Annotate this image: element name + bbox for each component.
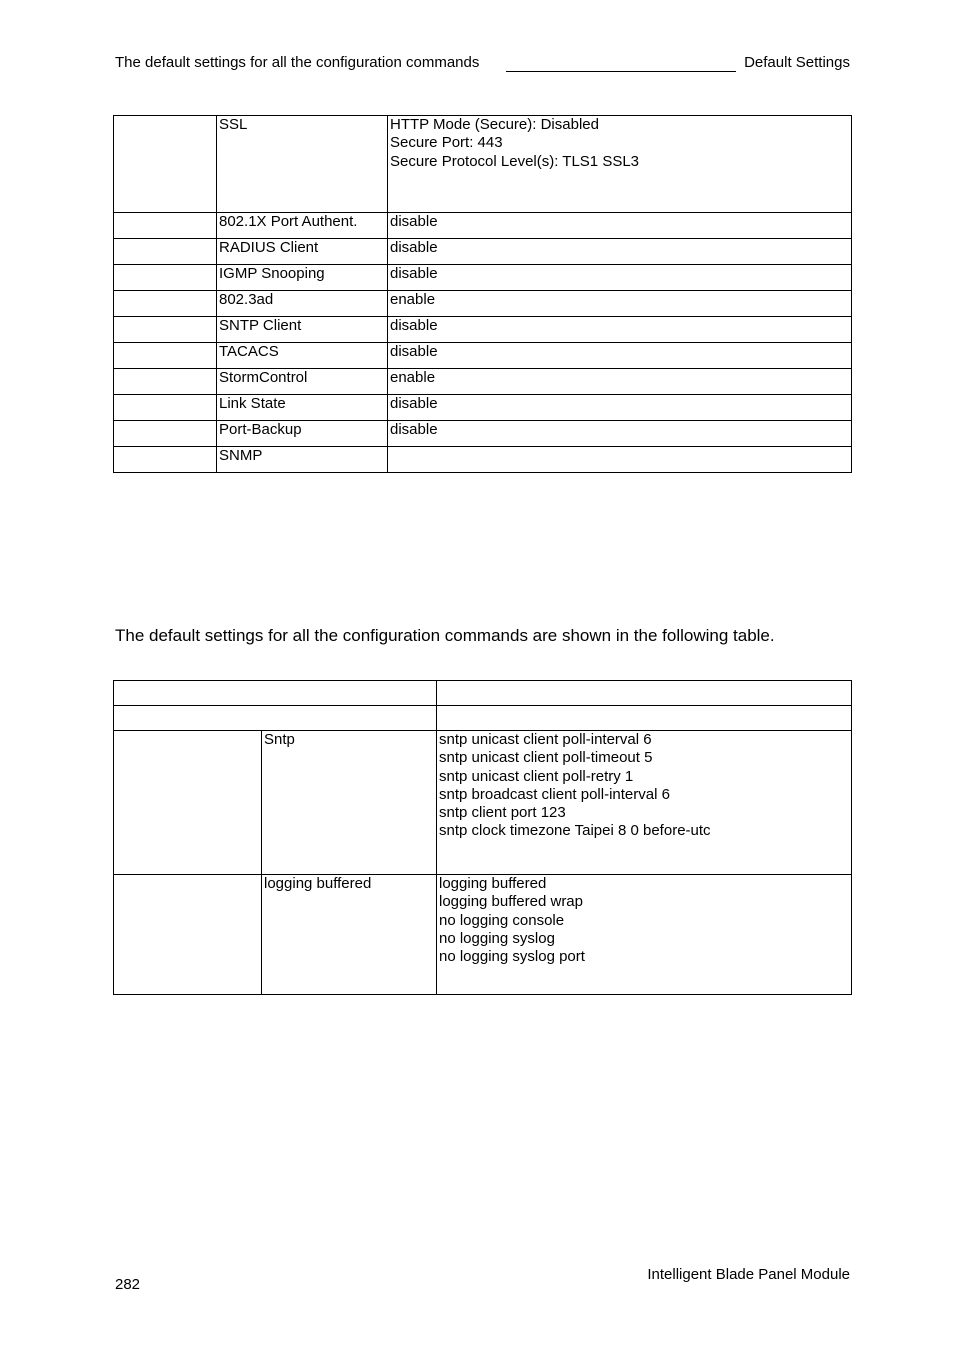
table-cell-empty xyxy=(437,681,852,706)
command-name: logging buffered xyxy=(262,875,437,995)
command-default-line: sntp unicast client poll-retry 1 xyxy=(439,767,634,785)
setting-name: TACACS xyxy=(217,343,388,369)
table-cell-empty xyxy=(114,421,217,447)
setting-name: SNMP xyxy=(217,447,388,473)
command-default-line: sntp unicast client poll-interval 6 xyxy=(439,731,652,748)
setting-name: Link State xyxy=(217,395,388,421)
table-header-row xyxy=(114,681,852,706)
table-cell-empty xyxy=(114,265,217,291)
table-cell-empty xyxy=(114,213,217,239)
setting-name: 802.1X Port Authent. xyxy=(217,213,388,239)
setting-value-line: Secure Protocol Level(s): TLS1 SSL3 xyxy=(390,152,640,170)
table-row xyxy=(114,421,852,447)
setting-value: disable xyxy=(388,239,852,265)
table-row xyxy=(114,239,852,265)
table-cell-empty xyxy=(114,681,437,706)
table-cell-empty xyxy=(437,706,852,731)
command-default-line: no logging syslog xyxy=(439,929,555,947)
table-cell-empty xyxy=(114,447,217,473)
table-row xyxy=(114,395,852,421)
setting-name: 802.3ad xyxy=(217,291,388,317)
setting-value: enable xyxy=(388,291,852,317)
table-cell-empty xyxy=(114,116,217,213)
command-defaults xyxy=(437,731,852,875)
table-cell-empty xyxy=(114,239,217,265)
default-settings-table xyxy=(113,115,852,473)
command-default-line: sntp client port 123 xyxy=(439,804,566,822)
setting-value: disable xyxy=(388,395,852,421)
setting-value xyxy=(388,116,852,213)
table-row xyxy=(114,213,852,239)
command-defaults xyxy=(437,875,852,995)
table-row xyxy=(114,116,852,213)
command-default-line: sntp clock timezone Taipei 8 0 before-utc xyxy=(439,822,711,840)
command-default-line: no logging syslog port xyxy=(439,948,585,966)
header-rule xyxy=(506,71,736,72)
setting-value-line: HTTP Mode (Secure): Disabled xyxy=(390,116,599,133)
table-cell-empty xyxy=(114,731,262,875)
table-row xyxy=(114,369,852,395)
table-cell-empty xyxy=(114,343,217,369)
command-name: Sntp xyxy=(262,731,437,875)
table-cell-empty xyxy=(114,875,262,995)
setting-value xyxy=(388,447,852,473)
command-default-line: no logging console xyxy=(439,911,565,929)
command-default-line: sntp unicast client poll-timeout 5 xyxy=(439,749,653,767)
setting-value: disable xyxy=(388,265,852,291)
table-row xyxy=(114,875,852,995)
table-cell-empty xyxy=(114,291,217,317)
command-default-line: logging buffered wrap xyxy=(439,893,583,911)
footer-title: Intelligent Blade Panel Module xyxy=(647,1266,850,1283)
config-commands-table xyxy=(113,680,852,995)
setting-name: RADIUS Client xyxy=(217,239,388,265)
setting-value: disable xyxy=(388,421,852,447)
command-default-line: sntp broadcast client poll-interval 6 xyxy=(439,785,670,803)
table-cell-empty xyxy=(114,395,217,421)
header-title: The default settings for all the configuration commands xyxy=(115,54,480,71)
table-cell-empty xyxy=(114,369,217,395)
table-row xyxy=(114,731,852,875)
setting-value: disable xyxy=(388,213,852,239)
setting-value: disable xyxy=(388,317,852,343)
setting-value: disable xyxy=(388,343,852,369)
table-header-row xyxy=(114,706,852,731)
table-row xyxy=(114,265,852,291)
table-row xyxy=(114,317,852,343)
setting-name: Port-Backup xyxy=(217,421,388,447)
table-row xyxy=(114,291,852,317)
command-default-line: logging buffered xyxy=(439,875,547,892)
setting-value: enable xyxy=(388,369,852,395)
table-row xyxy=(114,447,852,473)
header-section: Default Settings xyxy=(744,54,850,71)
page-number: 282 xyxy=(115,1276,141,1293)
setting-name: SNTP Client xyxy=(217,317,388,343)
table-row xyxy=(114,343,852,369)
setting-name: StormControl xyxy=(217,369,388,395)
table-cell-empty xyxy=(114,706,437,731)
table-cell-empty xyxy=(114,317,217,343)
setting-value-line: Secure Port: 443 xyxy=(390,134,503,152)
setting-name: SSL xyxy=(217,116,388,213)
intro-paragraph: The default settings for all the configuration commands are shown in the following table. xyxy=(115,626,775,645)
setting-name: IGMP Snooping xyxy=(217,265,388,291)
